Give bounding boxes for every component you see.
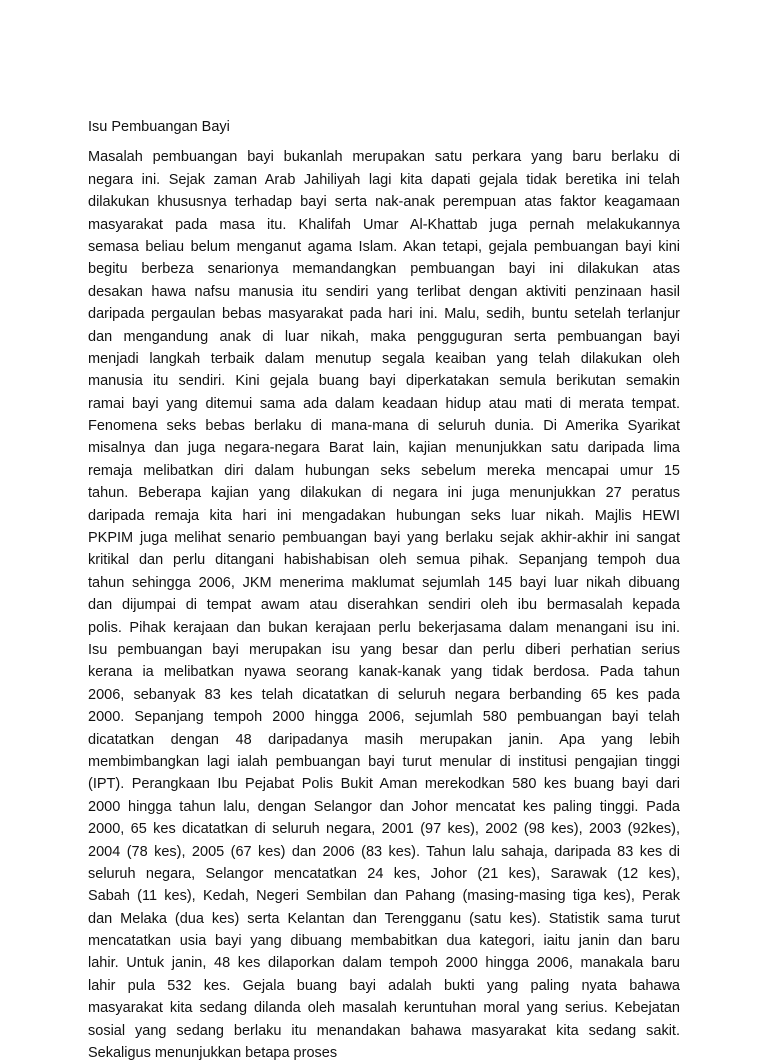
text-line: dan Melaka (dua kes) serta Kelantan dan Terengganu (satu kes). Statistik sama turut (88, 910, 680, 927)
text-line: kerana ia melibatkan nyawa seorang kanak-kanak yang tidak berdosa. Pada tahun (88, 664, 680, 681)
text-line: (IPT). Perangkaan Ibu Pejabat Polis Bukit Aman merekodkan 580 kes buang bayi dari (88, 776, 680, 793)
text-line: dicatatkan dengan 48 daripadanya masih merupakan janin. Apa yang lebih (88, 731, 680, 748)
text-line: 2000. Sepanjang tempoh 2000 hingga 2006, sejumlah 580 pembuangan bayi telah (88, 709, 680, 726)
text-line: tahun sehingga 2006, JKM menerima maklumat sejumlah 145 bayi luar nikah dibuang (88, 574, 680, 591)
text-line: Sekaligus menunjukkan betapa proses (88, 1045, 338, 1062)
text-line: seluruh negara, Selangor mencatatkan 24 kes, Johor (21 kes), Sarawak (12 kes), (88, 865, 680, 882)
text-line: tahun. Beberapa kajian yang dilakukan di negara ini juga menunjukkan 27 peratus (88, 485, 680, 502)
document-title: Isu Pembuangan Bayi (88, 119, 230, 135)
text-line: kritikal dan perlu ditangani habishabisan oleh semua pihak. Sepanjang tempoh dua (88, 552, 680, 569)
text-line: ramai bayi yang ditemui sama ada dalam keadaan hidup atau mati di merata tempat. (88, 395, 680, 412)
text-line: Isu pembuangan bayi merupakan isu yang besar dan perlu diberi perhatian serius (88, 641, 680, 658)
text-line: masyarakat pada masa itu. Khalifah Umar Al-Khattab juga pernah melakukannya (88, 216, 680, 233)
text-line: lahir pula 532 kes. Gejala buang bayi adalah bukti yang paling nyata bahawa (88, 977, 680, 994)
text-line: Fenomena seks bebas berlaku di mana-mana di seluruh dunia. Di Amerika Syarikat (88, 418, 680, 435)
text-line: desakan hawa nafsu manusia itu sendiri yang terlibat dengan aktiviti penzinaan hasil (88, 283, 680, 300)
text-line: Masalah pembuangan bayi bukanlah merupakan satu perkara yang baru berlaku di (88, 149, 680, 166)
text-line: menjadi langkah terbaik dalam menutup segala keaiban yang telah dilakukan oleh (88, 350, 680, 367)
text-line: misalnya dan juga negara-negara Barat lain, kajian menunjukkan satu daripada lima (88, 440, 680, 457)
text-line: PKPIM juga melihat senario pembuangan bayi yang berlaku sejak akhir-akhir ini sangat (88, 530, 680, 547)
text-line: daripada remaja kita hari ini mengadakan hubungan seks luar nikah. Majlis HEWI (88, 507, 680, 524)
text-line: polis. Pihak kerajaan dan bukan kerajaan perlu bekerjasama dalam menangani isu ini. (88, 619, 680, 636)
text-line: negara ini. Sejak zaman Arab Jahiliyah lagi kita dapati gejala tidak beretika ini telah (88, 171, 680, 188)
text-line: dan dijumpai di tempat awam atau diserahkan sendiri oleh ibu bermasalah kepada (88, 597, 680, 614)
text-line: remaja melibatkan diri dalam hubungan seks sebelum mereka mencapai umur 15 (88, 462, 680, 479)
document-page (88, 116, 680, 1064)
text-line: 2004 (78 kes), 2005 (67 kes) dan 2006 (83 kes). Tahun lalu sahaja, daripada 83 kes di (88, 843, 680, 860)
text-line: 2000 hingga tahun lalu, dengan Selangor dan Johor mencatat kes paling tinggi. Pada (88, 798, 680, 815)
text-line: Sabah (11 kes), Kedah, Negeri Sembilan dan Pahang (masing-masing tiga kes), Perak (88, 888, 680, 905)
text-line: 2006, sebanyak 83 kes telah dicatatkan di seluruh negara berbanding 65 kes pada (88, 686, 680, 703)
text-line: masyarakat kita sedang dilanda oleh masalah keruntuhan moral yang serius. Kebejatan (88, 1000, 680, 1017)
text-line: begitu berbeza senarionya memandangkan pembuangan bayi ini dilakukan atas (88, 261, 680, 278)
text-line: semasa beliau belum menganut agama Islam. Akan tetapi, gejala pembuangan bayi kini (88, 238, 680, 255)
text-line: 2000, 65 kes dicatatkan di seluruh negara, 2001 (97 kes), 2002 (98 kes), 2003 (92kes), (88, 821, 680, 838)
text-line: dilakukan khususnya terhadap bayi serta nak-anak perempuan atas faktor keagamaan (88, 194, 680, 211)
text-line: manusia itu sendiri. Kini gejala buang bayi diperkatakan semula berikutan semakin (88, 373, 680, 390)
text-line: dan mengandung anak di luar nikah, maka pengguguran serta pembuangan bayi (88, 328, 680, 345)
text-line: lahir. Untuk janin, 48 kes dilaporkan dalam tempoh 2000 hingga 2006, manakala baru (88, 955, 680, 972)
text-line: daripada pergaulan bebas masyarakat pada hari ini. Malu, sedih, buntu setelah terlanjur (88, 306, 680, 323)
document-paragraph (88, 146, 680, 1064)
text-line: sosial yang sedang berlaku itu menandakan bahawa masyarakat kita sedang sakit. (88, 1022, 680, 1039)
text-line: mencatatkan usia bayi yang dibuang membabitkan dua kategori, iaitu janin dan baru (88, 933, 680, 950)
text-line: membimbangkan lagi ialah pembuangan bayi turut menular di institusi pengajian tinggi (88, 753, 680, 770)
